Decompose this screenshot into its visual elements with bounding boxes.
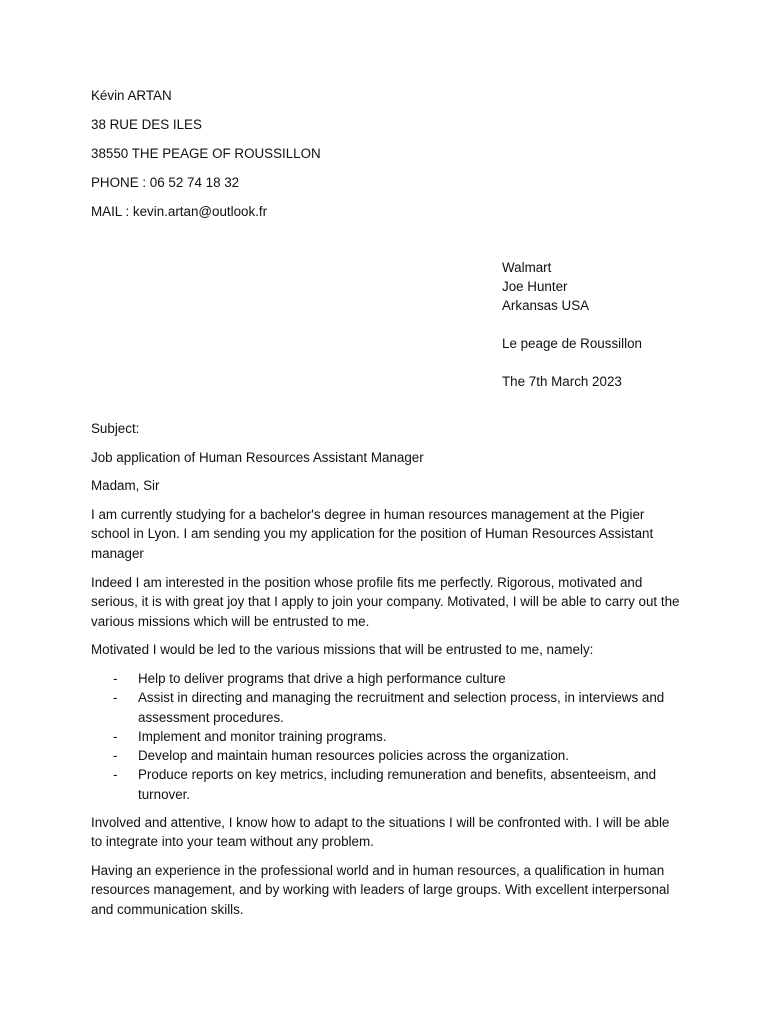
- list-item: [91, 765, 691, 804]
- sender-street: 38 RUE DES ILES: [91, 117, 202, 132]
- list-item-text: Help to deliver programs that drive a high performance culture: [138, 671, 506, 686]
- subject-label: Subject:: [91, 421, 140, 436]
- missions-list: [91, 669, 691, 804]
- body-paragraph: I am currently studying for a bachelor's degree in human resources management at the Pigier school in Lyon. I am sending you my application for the position of Human Resources Assistant manager: [91, 507, 654, 561]
- list-item-text: Develop and maintain human resources policies across the organization.: [138, 748, 569, 764]
- list-item-text: Implement and monitor training programs.: [138, 728, 387, 744]
- bullet-marker: -: [113, 671, 118, 686]
- sender-phone: PHONE : 06 52 74 18 32: [91, 175, 240, 190]
- letter-place: Le peage de Roussillon: [502, 336, 642, 351]
- recipient-company: Walmart: [502, 260, 552, 275]
- bullet-marker: -: [113, 748, 118, 764]
- list-item: [91, 669, 691, 688]
- list-item: [91, 727, 691, 746]
- letter-date: The 7th March 2023: [502, 374, 622, 389]
- recipient-location: Arkansas USA: [502, 298, 590, 313]
- list-item: [91, 688, 691, 727]
- recipient-person: Joe Hunter: [502, 279, 568, 294]
- sender-city: 38550 THE PEAGE OF ROUSSILLON: [91, 146, 321, 161]
- list-item: [91, 746, 691, 765]
- sender-name: Kévin ARTAN: [91, 88, 172, 103]
- bullet-marker: -: [113, 728, 118, 744]
- bullet-marker: -: [113, 767, 118, 783]
- bullet-marker: -: [113, 690, 118, 706]
- body-paragraph: Having an experience in the professional world and in human resources, a qualification in human resources management, and by working with leaders of large groups. With excellent interpersonal and communication skills.: [91, 863, 670, 917]
- list-item-text: Assist in directing and managing the recruitment and selection process, in interviews and assessment procedures.: [138, 690, 665, 725]
- sender-mail: MAIL : kevin.artan@outlook.fr: [91, 204, 268, 219]
- list-item-text: Produce reports on key metrics, including remuneration and benefits, absenteeism, and turnover.: [138, 767, 657, 802]
- subject-text: Job application of Human Resources Assistant Manager: [91, 450, 424, 465]
- body-paragraph: Indeed I am interested in the position whose profile fits me perfectly. Rigorous, motivated and serious, it is with great joy that I apply to join your company. Motivated, I will be able to carry out the various missions which will be entrusted to me.: [91, 575, 680, 629]
- salutation: Madam, Sir: [91, 478, 160, 493]
- body-paragraph: Involved and attentive, I know how to adapt to the situations I will be confronted with. I will be able to integrate into your team without any problem.: [91, 815, 670, 850]
- body-paragraph: Motivated I would be led to the various missions that will be entrusted to me, namely:: [91, 642, 594, 657]
